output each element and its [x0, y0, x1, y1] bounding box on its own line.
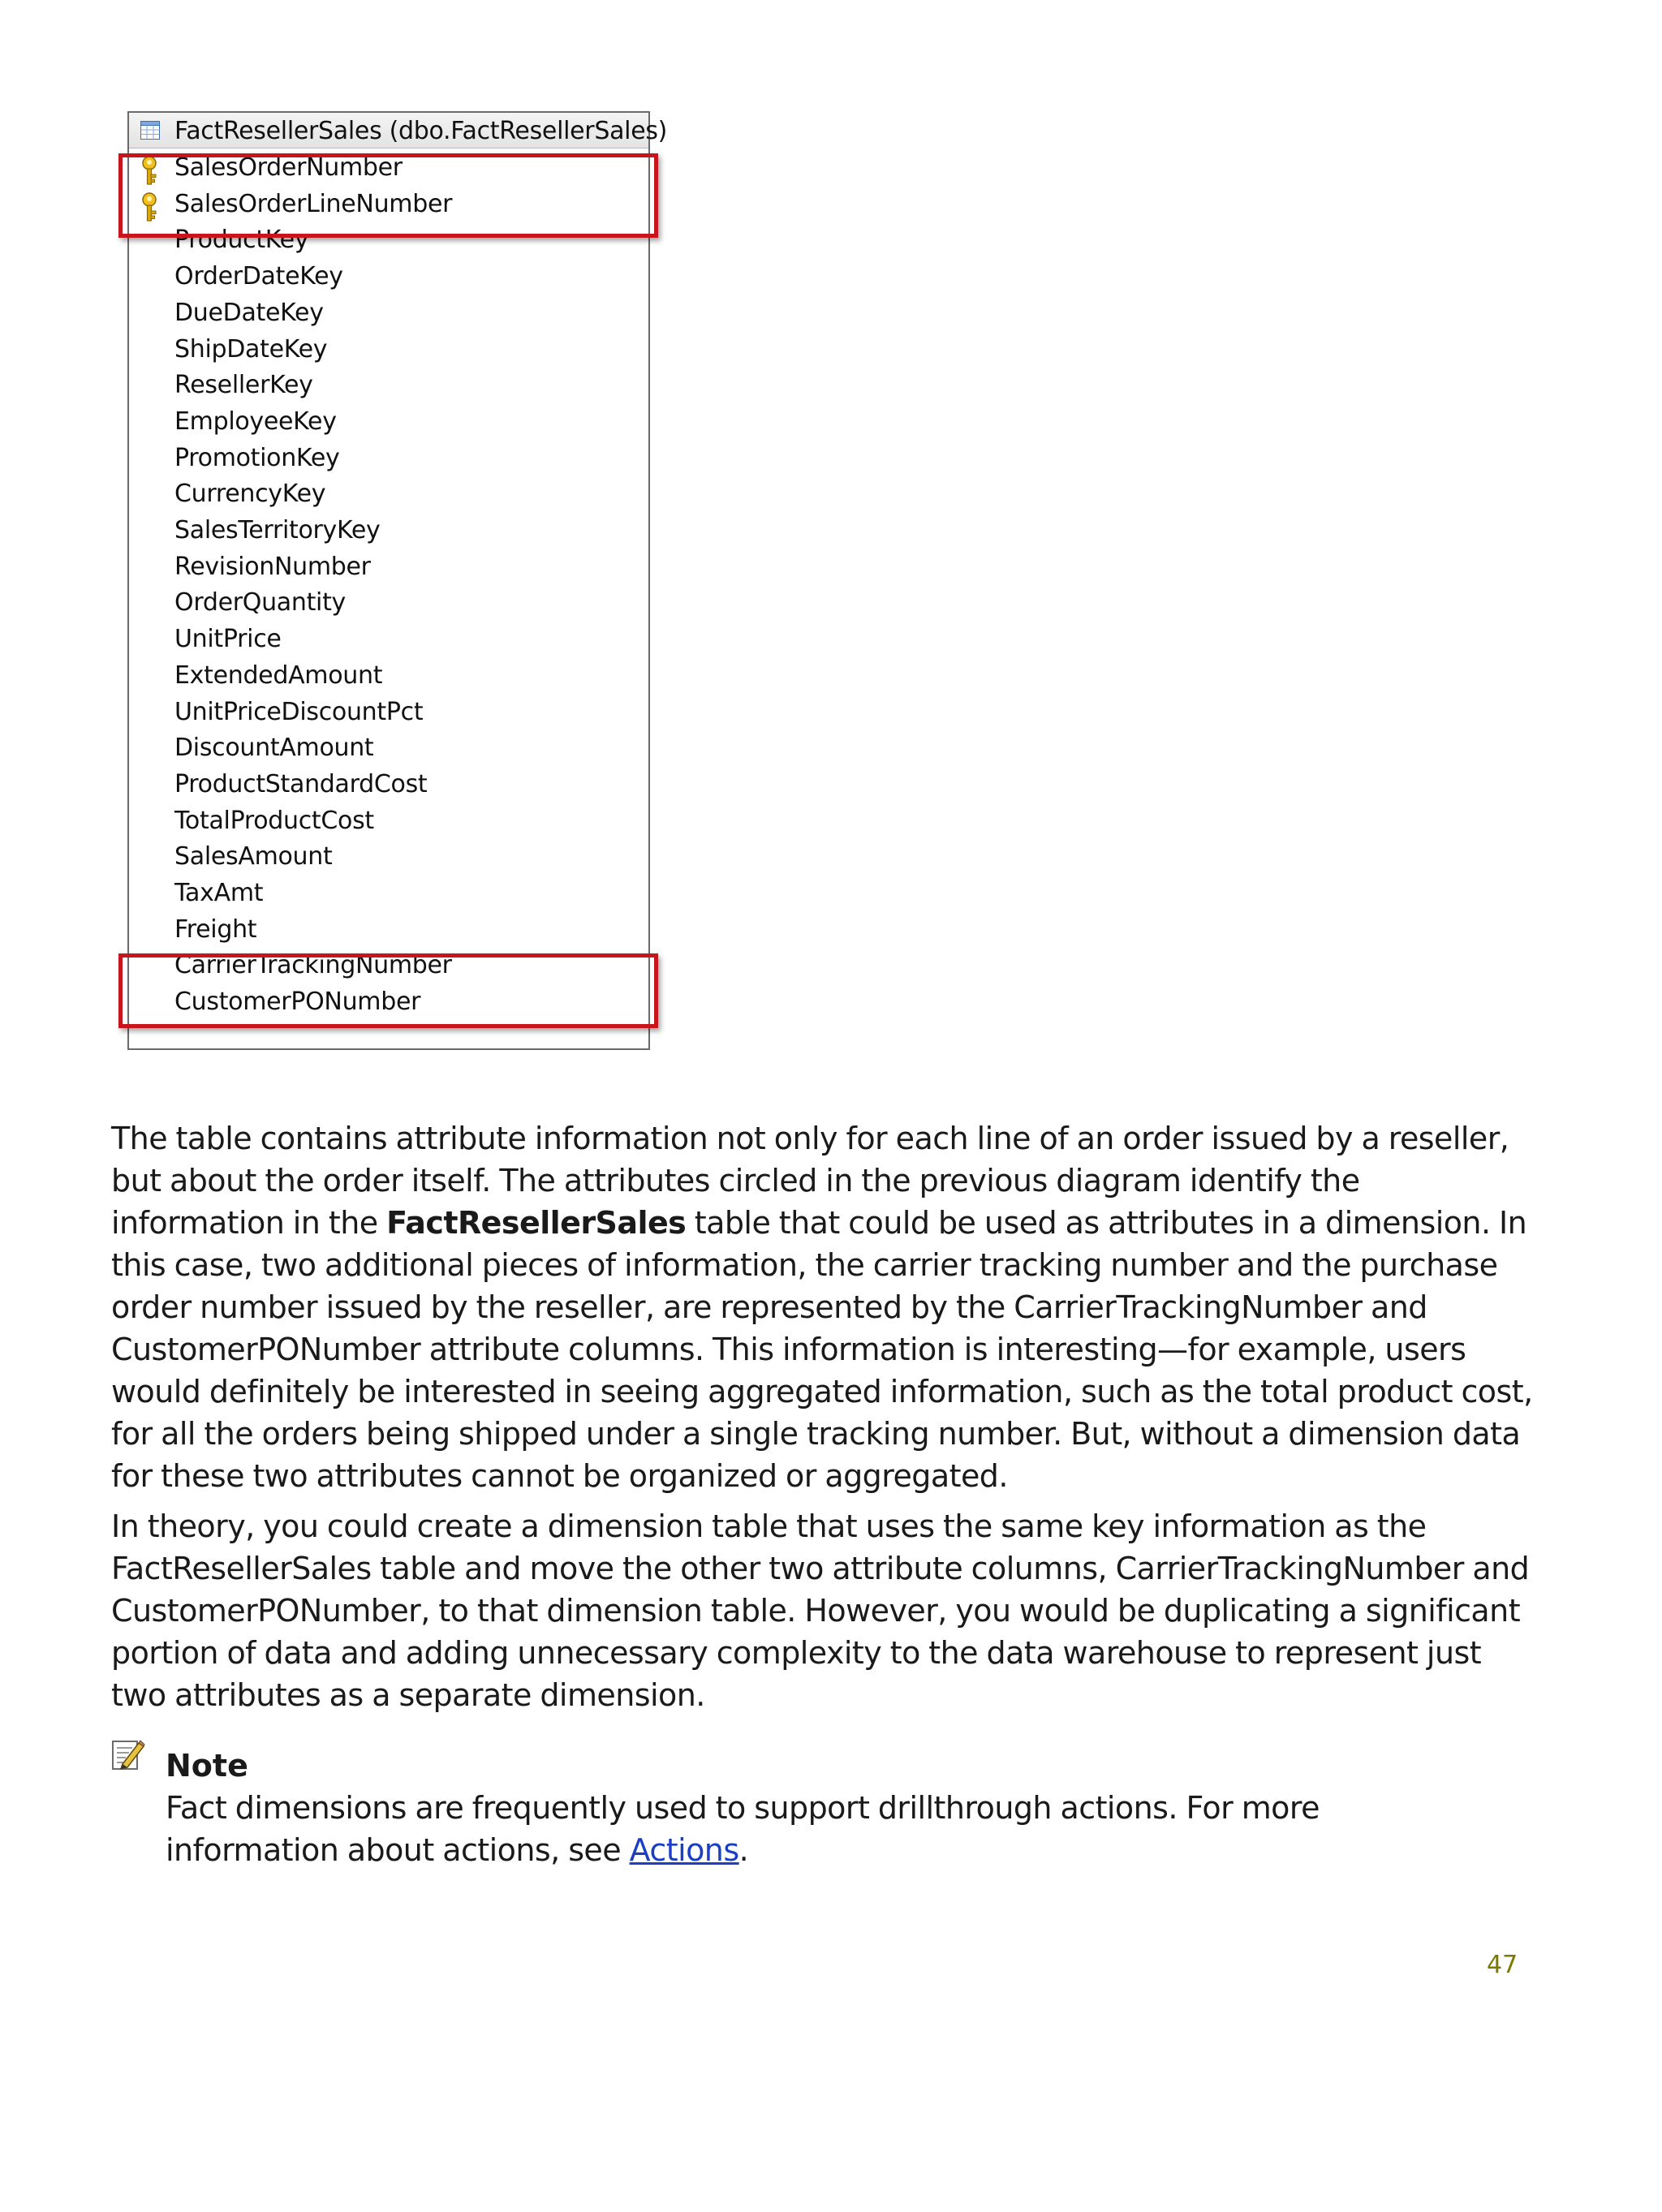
table-column-row	[129, 660, 648, 695]
table-column-row	[129, 587, 648, 622]
table-header	[129, 113, 668, 148]
column-name: CurrencyKey	[174, 480, 326, 509]
column-name: UnitPriceDiscountPct	[174, 697, 424, 726]
note-text-end: .	[738, 1832, 749, 1868]
table-column-row	[129, 334, 648, 369]
note-text: Fact dimensions are frequently used to support drillthrough actions. For more information about actions, see	[166, 1790, 1320, 1868]
column-name: ExtendedAmount	[174, 661, 383, 690]
column-name: TaxAmt	[174, 879, 264, 907]
table-column-row	[129, 442, 648, 478]
column-name: SalesOrderLineNumber	[174, 189, 453, 218]
column-name: PromotionKey	[174, 443, 340, 472]
table-column-row	[129, 514, 648, 550]
paragraph-dimension-theory: In theory, you could create a dimension table that uses the same key information as the FactResellerSales table and move the other two attribute columns, CarrierTrackingNumber and CustomerPONumber, to that dimension table. However, you would be duplicating a significant portion of data and adding unnecessary complexity to the data warehouse to represent just two attributes as a separate dimension.	[111, 1508, 1530, 1713]
column-name: OrderQuantity	[174, 588, 346, 618]
table-column-row	[129, 551, 648, 587]
paragraph1-text-end: table that could be used as attributes in a dimension. In this case, two additional pieces of information, the carrier tracking number and the purchase order number issued by the reseller, are represented by the CarrierTrackingNumber and CustomerPONumber attribute columns. This information is interesting—for example, users would definitely be interested in seeing aggregated information, such as the total product cost, for all the orders being shipped under a single tracking number. But, without a dimension data for these two attributes cannot be organized or aggregated.	[111, 1205, 1533, 1494]
page-number: 47	[1487, 1951, 1518, 1979]
column-name: SalesOrderNumber	[174, 153, 403, 182]
table-column-row	[129, 768, 648, 804]
column-name: ResellerKey	[174, 371, 313, 400]
column-name: ProductStandardCost	[174, 769, 428, 798]
column-name: OrderDateKey	[174, 262, 343, 291]
table-column-row	[129, 369, 648, 405]
column-name: DiscountAmount	[174, 734, 374, 763]
actions-link[interactable]: Actions	[629, 1832, 739, 1868]
column-name: UnitPrice	[174, 625, 282, 654]
column-name: SalesTerritoryKey	[174, 516, 381, 544]
table-column-row	[129, 696, 648, 732]
table-grid-icon	[140, 121, 160, 140]
paragraph1-bold-table-name: FactResellerSales	[386, 1205, 687, 1241]
column-name: CarrierTrackingNumber	[174, 951, 452, 980]
column-name: EmployeeKey	[174, 407, 337, 436]
highlight-box-key-columns	[118, 153, 658, 238]
note-pencil-icon	[111, 1736, 145, 1772]
table-title: FactResellerSales (dbo.FactResellerSales)	[174, 117, 668, 145]
column-name: SalesAmount	[174, 842, 333, 871]
note-body	[166, 1787, 1480, 1871]
table-column-row	[129, 260, 648, 296]
column-name: TotalProductCost	[174, 806, 374, 835]
table-column-row	[129, 805, 648, 841]
table-column-row	[129, 623, 648, 659]
table-column-row	[129, 914, 648, 949]
column-name: CustomerPONumber	[174, 988, 421, 1017]
table-column-row	[129, 841, 648, 876]
column-name: ProductKey	[174, 226, 309, 255]
paragraph-fact-table-attributes	[111, 1117, 1539, 1497]
fact-reseller-sales-table-diagram	[127, 111, 668, 1050]
column-name: RevisionNumber	[174, 552, 371, 581]
table-column-row	[129, 732, 648, 768]
column-name: DueDateKey	[174, 298, 324, 327]
table-column-row	[129, 478, 648, 514]
table-column-row	[129, 406, 648, 441]
highlight-box-attribute-columns	[118, 953, 658, 1028]
table-column-row	[129, 877, 648, 913]
note-title: Note	[166, 1748, 248, 1784]
column-name: Freight	[174, 914, 257, 944]
table-column-row	[129, 297, 648, 333]
column-name: ShipDateKey	[174, 334, 328, 364]
paragraph1-text-start: The table contains attribute information not only for each line of an order issued by a reseller, but about the order itself. The attributes circled in the previous diagram identify the information in the	[111, 1121, 1509, 1241]
